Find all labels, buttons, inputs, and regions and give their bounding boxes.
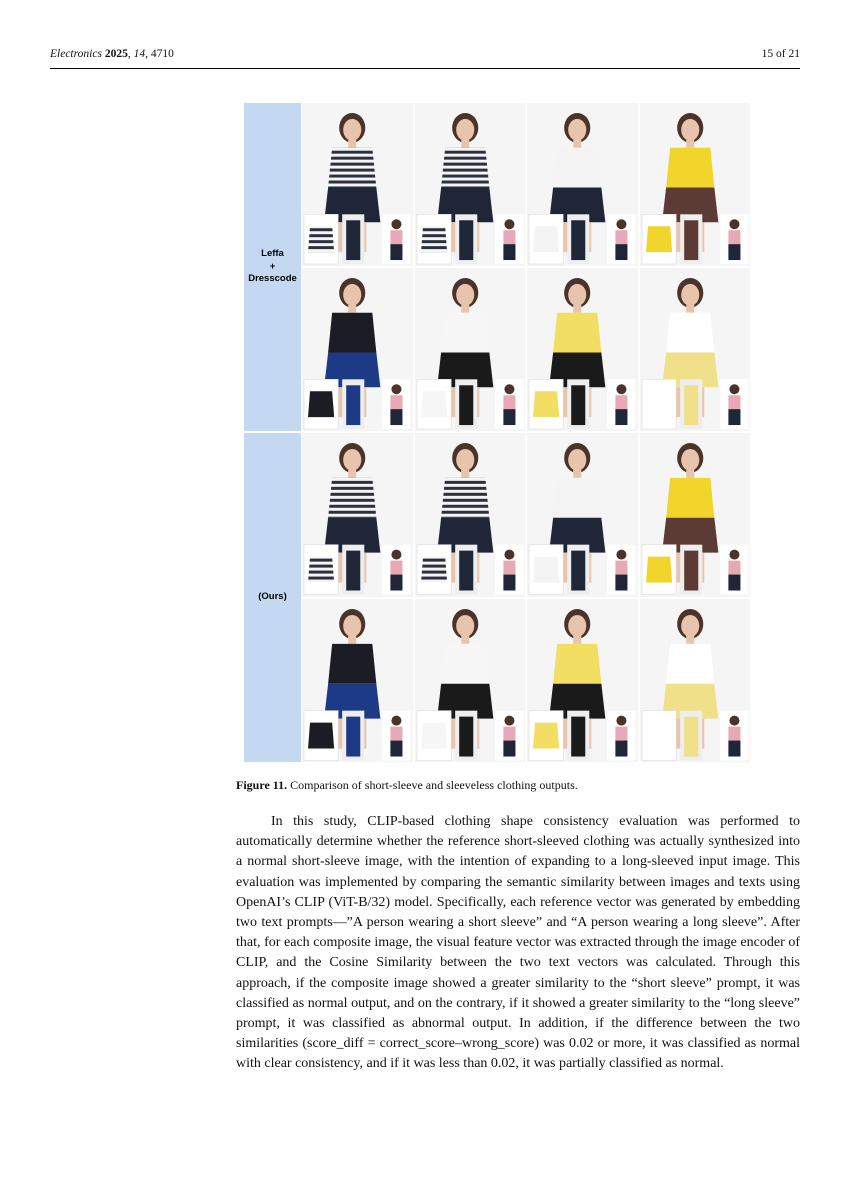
- tryon-image: [527, 433, 638, 597]
- tryon-image: [640, 103, 751, 266]
- tryon-image: [302, 268, 413, 431]
- figure-caption: [236, 778, 578, 793]
- tryon-image: [640, 433, 751, 597]
- figure-11: [244, 103, 750, 762]
- tryon-image: [640, 268, 751, 431]
- caption-label: Figure 11.: [236, 778, 288, 792]
- body-paragraph: In this study, CLIP-based clothing shape consistency evaluation was performed to automatically determine whether the reference short-sleeved clothing was actually synthesized into a normal short-sleeve image, with the intention of expanding to a long-sleeved input image. This evaluation was implemented by comparing the semantic similarity between images and texts using OpenAI’s CLIP (ViT-B/32) model. Specifically, each reference vector was generated by embedding two text prompts—”A person wearing a short sleeve” and “A person wearing a long sleeve”. After that, for each composite image, the visual feature vector was extracted through the image encoder of CLIP, and the Cosine Similarity between the two text vectors was calculated. Through this approach, if the composite image showed a greater similarity to the “short sleeve” prompt, it was classified as normal output, and on the contrary, if it showed a greater similarity to the “long sleeve” prompt, it was classified as abnormal output. In addition, if the difference between the two similarities (score_diff = correct_score–wrong_score) was 0.02 or more, it was classified as normal with clear consistency, and if it was less than 0.02, it was partially classified as normal.: [236, 814, 800, 1072]
- journal-volume: 14: [133, 48, 146, 60]
- tryon-image: [640, 599, 751, 763]
- page-number: 15 of 21: [761, 48, 800, 60]
- tryon-image: [302, 599, 413, 763]
- row-label-text: (Ours): [258, 591, 287, 603]
- tryon-image: [415, 103, 526, 266]
- row-label-text: Leffa + Dresscode: [248, 248, 297, 285]
- tryon-image: [527, 103, 638, 266]
- tryon-image: [527, 268, 638, 431]
- journal-name: Electronics: [50, 48, 102, 60]
- tryon-image: [302, 103, 413, 266]
- tryon-image: [415, 599, 526, 763]
- caption-text: Comparison of short-sleeve and sleeveless clothing outputs.: [290, 778, 578, 792]
- tryon-image: [527, 599, 638, 763]
- tryon-image: [302, 433, 413, 597]
- journal-year: 2025: [104, 48, 128, 60]
- page-header: [50, 46, 800, 69]
- journal-citation: Electronics 2025, 14, 4710: [50, 48, 174, 60]
- ours-image-grid: [302, 433, 750, 762]
- leffa-image-grid: [302, 103, 750, 431]
- article-number: 4710: [150, 48, 174, 60]
- body-text: [236, 812, 800, 1075]
- row-label-ours: [244, 433, 301, 762]
- tryon-image: [415, 433, 526, 597]
- row-label-leffa: [244, 103, 301, 431]
- tryon-image: [415, 268, 526, 431]
